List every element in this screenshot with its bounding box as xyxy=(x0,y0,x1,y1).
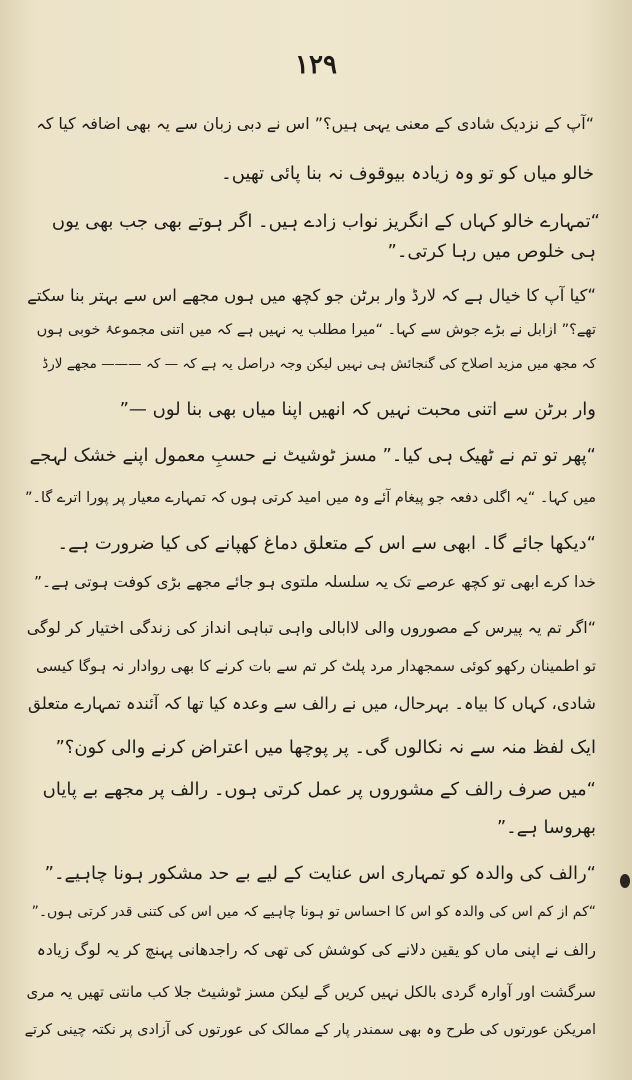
text-line: شادی، کہاں کا بیاہ۔ بہرحال، میں نے رالف سے وعدہ کیا تھا کہ آئندہ تمہارے متعلق xyxy=(28,694,596,713)
text-line: ہی خلوص میں رہا کرتی۔” xyxy=(387,241,596,262)
text-line: تھے؟” ازابل نے بڑے جوش سے کہا۔ “میرا مطلب یہ نہیں ہے کہ میں اتنی مجموعۂ خوبی ہوں xyxy=(36,322,596,338)
text-line: “دیکھا جائے گا۔ ابھی سے اس کے متعلق دماغ کھپانے کی کیا ضرورت ہے۔ xyxy=(57,533,596,554)
text-line: میں کہا۔ “یہ اگلی دفعہ جو پیغام آئے وہ میں امید کرتی ہوں کہ تمہارے معیار پر پورا اترے گا۔” xyxy=(24,490,596,506)
text-line: خدا کرے ابھی تو کچھ عرصے تک یہ سلسلہ ملتوی ہو جائے مجھے بڑی کوفت ہوتی ہے۔” xyxy=(33,573,596,591)
text-line: وار برٹن سے اتنی محبت نہیں کہ انھیں اپنا میاں بھی بنا لوں —” xyxy=(119,399,596,420)
text-line: خالو میاں کو تو وہ زیادہ بیوقوف نہ بنا پائی تھیں۔ xyxy=(221,163,594,184)
text-line: بھروسا ہے۔” xyxy=(496,817,596,838)
text-line: کہ مجھ میں مزید اصلاح کی گنجائش ہی نہیں لیکن وجہ دراصل یہ ہے کہ — کہ ——— مجھے لارڈ xyxy=(42,356,596,372)
text-line: “اگر تم یہ پیرس کے مصوروں والی لاابالی واہی تباہی انداز کی زندگی اختیار کر لوگی xyxy=(26,618,596,637)
text-line: سرگشت اور آوارہ گردی بالکل نہیں کریں گے لیکن مسز ٹوشیٹ جلا کب مانتی تھیں یہ مری xyxy=(26,983,596,1001)
text-line: “پھر تو تم نے ٹھیک ہی کیا۔” مسز ٹوشیٹ نے حسبِ معمول اپنے خشک لہجے xyxy=(29,445,596,466)
text-line: “میں صرف رالف کے مشوروں پر عمل کرتی ہوں۔ رالف پر مجھے بے پایاں xyxy=(42,779,596,800)
text-line: امریکن عورتوں کی طرح وہ بھی سمندر پار کے ممالک کی عورتوں کی آزادی پر نکتہ چینی کرتے xyxy=(24,1022,596,1038)
page-number: ۱۲۹ xyxy=(295,50,337,80)
text-line: “کیا آپ کا خیال ہے کہ لارڈ وار برٹن جو کچھ میں ہوں مجھے اس سے بہتر بنا سکتے xyxy=(27,286,596,305)
text-line: “کم از کم اس کی والدہ کو اس کا احساس تو ہونا چاہیے کہ میں اس کی کتنی قدر کرتی ہوں۔” xyxy=(31,904,596,920)
text-line: “تمہارے خالو کہاں کے انگریز نواب زادے ہیں۔ اگر ہوتے بھی جب بھی یوں xyxy=(51,211,600,232)
text-line: “آپ کے نزدیک شادی کے معنی یہی ہیں؟” اس نے دبی زبان سے یہ بھی اضافہ کیا کہ xyxy=(36,114,594,133)
ink-spot xyxy=(620,874,630,888)
text-line: تو اطمینان رکھو کوئی سمجھدار مرد پلٹ کر تم سے بات کرنے کا بھی روادار نہ ہوگا کیسی xyxy=(36,657,596,675)
text-line: ایک لفظ منہ سے نہ نکالوں گی۔ پر پوچھا میں اعتراض کرنے والی کون؟” xyxy=(55,737,596,758)
text-line: رالف نے اپنی ماں کو یقین دلانے کی کوشش کی تھی کہ راجدھانی پہنچ کر یہ لوگ زیادہ xyxy=(36,941,596,959)
text-line: “رالف کی والدہ کو تمہاری اس عنایت کے لیے بے حد مشکور ہونا چاہیے۔” xyxy=(44,863,596,884)
